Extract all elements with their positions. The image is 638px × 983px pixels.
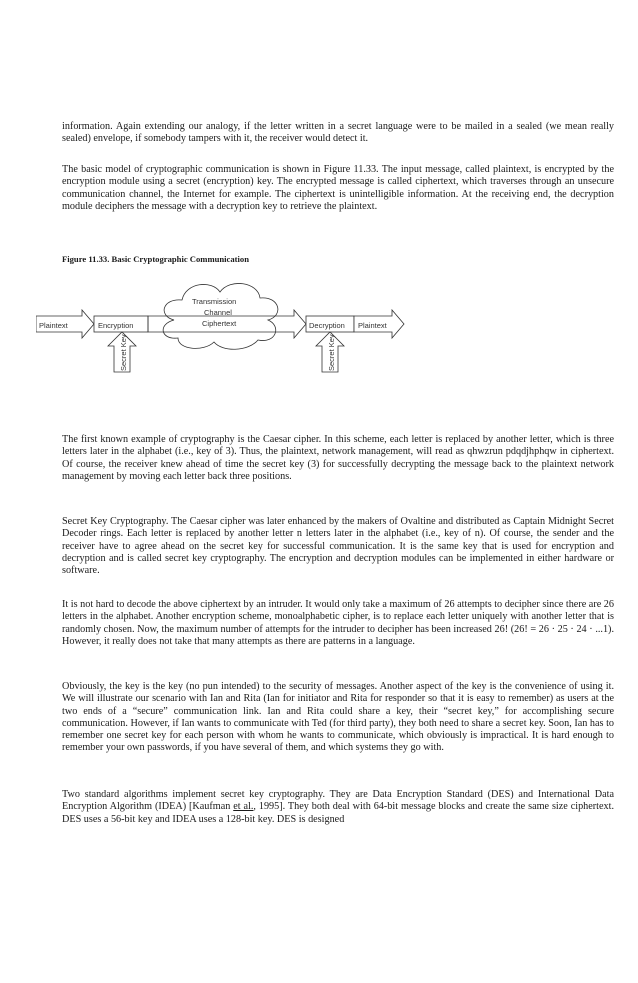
- crypto-diagram: [36, 268, 436, 374]
- paragraph-des-idea: [62, 789, 614, 826]
- plaintext-out-label: Plaintext: [358, 321, 387, 330]
- secret-key-left-label: Secret Key: [119, 334, 128, 371]
- figure-caption: Figure 11.33. Basic Cryptographic Communication: [62, 254, 249, 264]
- ciphertext-label: Ciphertext: [202, 319, 237, 328]
- channel-label: Channel: [204, 308, 232, 317]
- des-idea-text-end: , 1995]. They both deal with 64-bit message blocks and create the same size ciphertext. DES uses a 56-bit key and IDEA uses a 128-bit key. DES is designed: [62, 801, 614, 825]
- decryption-label: Decryption: [309, 321, 345, 330]
- paragraph-intro: information. Again extending our analogy, if the letter written in a secret language were to be mailed in a sealed (we mean really sealed) envelope, if somebody tampers with it, the receiver would detect it.: [62, 121, 614, 145]
- paragraph-secret-key: Secret Key Cryptography. The Caesar cipher was later enhanced by the makers of Ovaltine and distributed as Captain Midnight Secret Decoder rings. Each letter is replaced by another letter n letters later in the alphabet (i.e., key of n). Of course, the sender and the receiver have to agree ahead on the secret key for successful communication. It is the same key that is used for encryption and decryption and is called secret key cryptography. The encryption and decryption modules can be implemented in either hardware or software.: [62, 516, 614, 577]
- des-idea-text-start: Two standard algorithms implement secret key cryptography. They are Data Encryption Standard (DES) and International Data Encryption Algorithm (IDEA) [Kaufman: [62, 789, 614, 813]
- secret-key-right-label: Secret Key: [327, 334, 336, 371]
- plaintext-in-label: Plaintext: [39, 321, 68, 330]
- paragraph-key-convenience: Obviously, the key is the key (no pun intended) to the security of messages. Another aspect of the key is the convenience of using it. We will illustrate our scenario with Ian and Rita (Ian for initiator and Rita for responder so that it is easy to remember) as users at the two ends of a “secure” communication link. Ian and Rita could share a key, their “secret key,” for accomplishing secure communication. However, if Ian wants to communicate with Ted (for third party), they both need to share a secret key. Soon, Ian has to remember one secret key for each person with whom he wants to communicate, which obviously is impractical. It is hard enough to remember your own passwords, if you have several of them, and which systems they go with.: [62, 681, 614, 754]
- citation-link[interactable]: et al.: [233, 801, 254, 813]
- transmission-label: Transmission: [192, 297, 237, 306]
- encryption-label: Encryption: [98, 321, 134, 330]
- paragraph-monoalphabetic: It is not hard to decode the above ciphertext by an intruder. It would only take a maximum of 26 attempts to decipher since there are 26 letters in the alphabet. Another encryption scheme, monoalphabetic cipher, is to replace each letter uniquely with another letter that is randomly chosen. Now, the maximum number of attempts for the intruder to decipher has been increased 26! (26! = 26 · 25 · 24 · ...1). However, it really does not take that many attempts as there are patterns in a language.: [62, 599, 614, 647]
- paragraph-basic-model: The basic model of cryptographic communication is shown in Figure 11.33. The input message, called plaintext, is encrypted by the encryption module using a secret (encryption) key. The encrypted message is called ciphertext, which traverses through an unsecure communication channel, the Internet for example. The ciphertext is unintelligible information. At the receiving end, the decryption module deciphers the message with a decryption key to retrieve the plaintext.: [62, 164, 614, 212]
- paragraph-caesar: The first known example of cryptography is the Caesar cipher. In this scheme, each letter is replaced by another letter, which is three letters later in the alphabet (i.e., key of 3). Thus, the plaintext, network management, will read as qhwzrun pdqdjhphqw in ciphertext. Of course, the receiver knew ahead of time the secret key (3) for successfully decrypting the message back to the plaintext network management by moving each letter back three positions.: [62, 434, 614, 482]
